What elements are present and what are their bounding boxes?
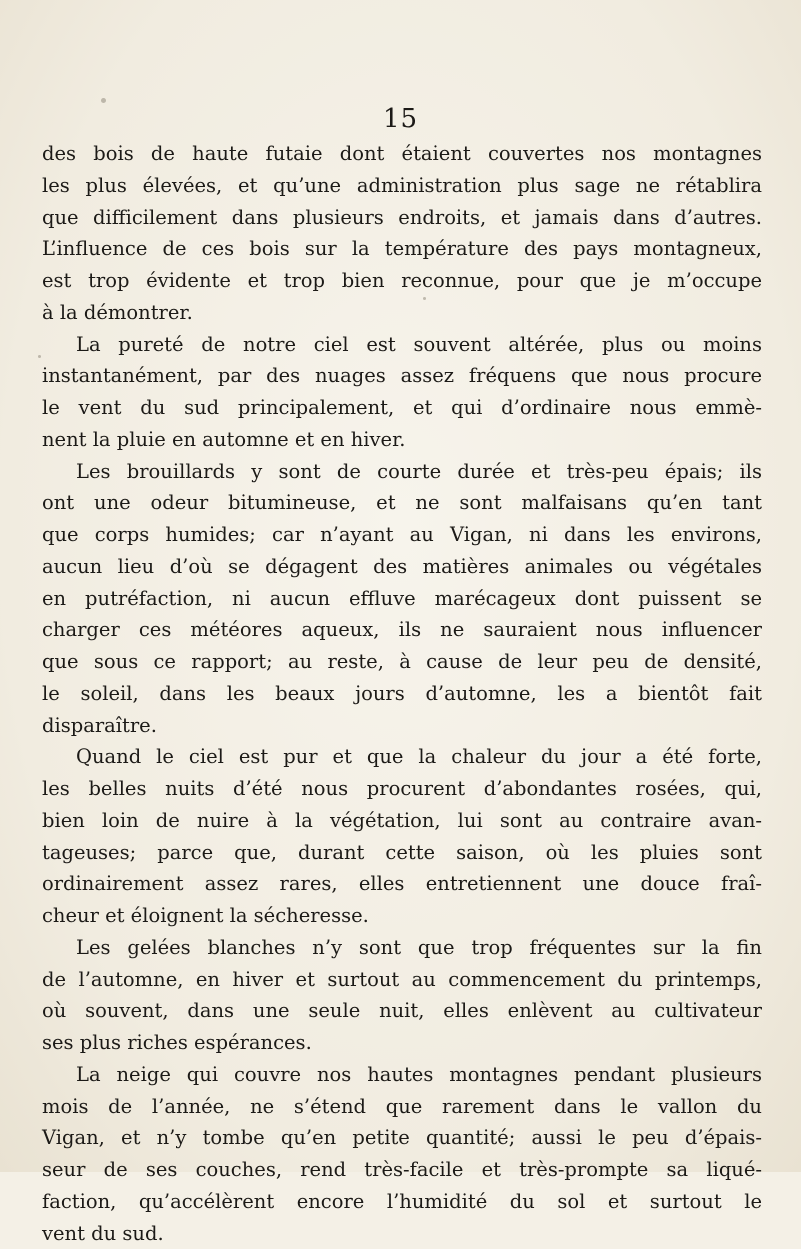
text-line: bien loin de nuire à la végétation, lui sont au contraire avan- <box>42 805 762 837</box>
paragraph <box>42 456 762 742</box>
text-line: Vigan, et n’y tombe qu’en petite quantité; aussi le peu d’épais- <box>42 1122 762 1154</box>
text-line: en putréfaction, ni aucun effluve marécageux dont puissent se <box>42 583 762 615</box>
page-number: 15 <box>0 104 801 134</box>
text-line: ordinairement assez rares, elles entretiennent une douce fraî- <box>42 868 762 900</box>
text-line: où souvent, dans une seule nuit, elles enlèvent au cultivateur <box>42 995 762 1027</box>
text-line: mois de l’année, ne s’étend que rarement dans le vallon du <box>42 1091 762 1123</box>
text-line: La neige qui couvre nos hautes montagnes pendant plusieurs <box>42 1059 762 1091</box>
text-line: les belles nuits d’été nous procurent d’abondantes rosées, qui, <box>42 773 762 805</box>
paragraph <box>42 932 762 1059</box>
text-line: Les gelées blanches n’y sont que trop fréquentes sur la fin <box>42 932 762 964</box>
text-line: que corps humides; car n’ayant au Vigan, ni dans les environs, <box>42 519 762 551</box>
paragraph <box>42 1059 762 1249</box>
paragraph <box>42 741 762 932</box>
text-line: seur de ses couches, rend très-facile et très-prompte sa liqué- <box>42 1154 762 1186</box>
text-line: cheur et éloignent la sécheresse. <box>42 900 762 932</box>
text-line: le vent du sud principalement, et qui d’ordinaire nous emmè- <box>42 392 762 424</box>
text-line: le soleil, dans les beaux jours d’automne, les a bientôt fait <box>42 678 762 710</box>
body-text <box>42 138 762 1249</box>
text-line: que difficilement dans plusieurs endroits, et jamais dans d’autres. <box>42 202 762 234</box>
text-line: Les brouillards y sont de courte durée et très-peu épais; ils <box>42 456 762 488</box>
text-line: faction, qu’accélèrent encore l’humidité du sol et surtout le <box>42 1186 762 1218</box>
text-line: tageuses; parce que, durant cette saison, où les pluies sont <box>42 837 762 869</box>
text-line: les plus élevées, et qu’une administration plus sage ne rétablira <box>42 170 762 202</box>
text-line: des bois de haute futaie dont étaient couvertes nos montagnes <box>42 138 762 170</box>
text-line: disparaître. <box>42 710 762 742</box>
text-line: est trop évidente et trop bien reconnue, pour que je m’occupe <box>42 265 762 297</box>
text-line: ses plus riches espérances. <box>42 1027 762 1059</box>
text-line: charger ces météores aqueux, ils ne sauraient nous influencer <box>42 614 762 646</box>
text-line: Quand le ciel est pur et que la chaleur du jour a été forte, <box>42 741 762 773</box>
text-line: à la démontrer. <box>42 297 762 329</box>
text-line: instantanément, par des nuages assez fréquens que nous procure <box>42 360 762 392</box>
text-line: nent la pluie en automne et en hiver. <box>42 424 762 456</box>
paper-speck <box>38 355 41 358</box>
text-line: ont une odeur bitumineuse, et ne sont malfaisans qu’en tant <box>42 487 762 519</box>
text-line: que sous ce rapport; au reste, à cause de leur peu de densité, <box>42 646 762 678</box>
paragraph <box>42 138 762 329</box>
text-line: de l’automne, en hiver et surtout au commencement du printemps, <box>42 964 762 996</box>
paragraph <box>42 329 762 456</box>
paper-speck <box>101 98 106 103</box>
text-line: La pureté de notre ciel est souvent altérée, plus ou moins <box>42 329 762 361</box>
text-line: vent du sud. <box>42 1218 762 1249</box>
text-line: aucun lieu d’où se dégagent des matières animales ou végétales <box>42 551 762 583</box>
text-line: L’influence de ces bois sur la température des pays montagneux, <box>42 233 762 265</box>
